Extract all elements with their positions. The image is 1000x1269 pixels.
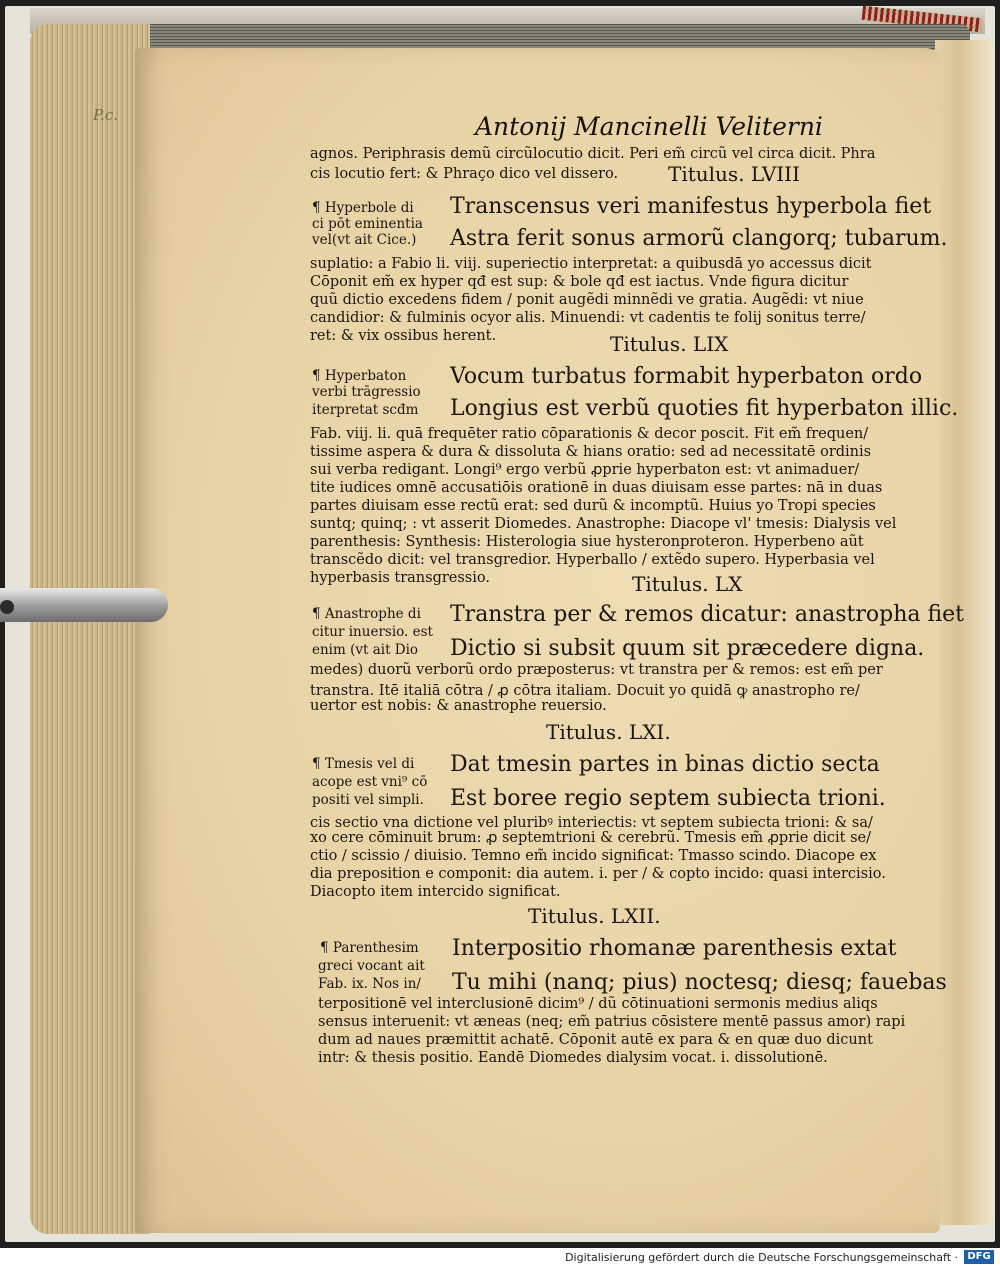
text-line: transtra. Itē italiā cōtra / ꝓ cōtra italiam. Docuit yo quidā ꝙ anastropho re/ [310,683,860,699]
page-holder-tip [0,600,14,614]
page-holder-marker [0,588,168,622]
verse-line: Longius est verbũ quoties fit hyperbaton illic. [450,396,959,421]
text-line: suplatio: a Fabio li. viij. superiectio interpretat: a quibusdā yo accessus dicit [310,256,872,272]
text-line: terpositionē vel interclusionē dicim⁹ / dũ cōtinuationi sermonis medius aliqs [318,996,878,1012]
marginal-note: enim (vt ait Dio [312,642,419,658]
marginal-note: ¶ Hyperbaton [312,368,407,384]
text-line: sui verba redigant. Longi⁹ ergo verbũ ꝓprie hyperbaton est: vt animaduer/ [310,462,860,478]
section-title: Titulus. LX [632,572,743,596]
text-line: tite iudices omnē accusatiōis orationē in duas diuisam esse partes: nā in duas [310,480,883,496]
text-line: hyperbasis transgressio. [310,570,490,586]
dfg-logo: DFG [964,1250,994,1264]
text-line: ret: & vix ossibus herent. [310,328,497,344]
folio-mark: P.c. [93,106,118,124]
marginal-note: vel(vt ait Cice.) [312,232,417,248]
running-head: Antonij Mancinelli Veliterni [475,112,823,141]
text-line: sensus interuenit: vt æneas (neq; em̃ patrius cōsistere mentē passus amor) rapi [318,1014,906,1030]
text-line: Diacopto item intercido significat. [310,884,561,900]
text-line: quũ dictio excedens fidem / ponit augẽdi minnẽdi ve gratia. Augẽdi: vt niue [310,292,864,308]
verse-line: Dat tmesin partes in binas dictio secta [450,752,880,777]
section-title: Titulus. LXI. [546,720,671,744]
page-edges-left [30,24,150,1234]
verse-line: Tu mihi (nanq; pius) noctesq; diesq; fauebas [452,970,947,995]
marginal-note: ¶ Anastrophe di [312,606,421,622]
text-line: xo cere cōminuit brum: ꝓ septemtrioni & cerebrũ. Tmesis em̃ ꝓprie dicit se/ [310,830,871,846]
text-line: cis locutio fert: & Phraço dico vel dissero. [310,166,619,182]
text-line: partes diuisam esse rectũ erat: sed durũ & incomptũ. Huius yo Tropi species [310,498,876,514]
footer-credit: Digitalisierung gefördert durch die Deutsche Forschungsgemeinschaft · [565,1251,958,1264]
verse-line: Vocum turbatus formabit hyperbaton ordo [450,364,923,389]
marginal-note: ¶ Parenthesim [320,940,419,956]
section-title: Titulus. LIX [610,332,729,356]
verse-line: Dictio si subsit quum sit præcedere digna. [450,636,925,661]
marginal-note: Fab. ix. Nos in/ [318,976,421,992]
text-line: cis sectio vna dictione vel pluribꝰ interiectis: vt septem subiecta trioni: & sa/ [310,815,873,831]
marginal-note: positi vel simpli. [312,792,424,808]
marginal-note: iterpretat scđm [312,402,419,418]
marginal-note: greci vocant ait [318,958,425,974]
marginal-note: ¶ Hyperbole di [312,200,414,216]
verse-line: Transtra per & remos dicatur: anastropha fiet [450,602,965,627]
page-edges-right [935,40,993,1225]
text-line: transcẽdo dicit: vel transgredior. Hyperballo / extẽdo supero. Hyperbasia vel [310,552,875,568]
text-line: dum ad naues præmittit achatē. Cōponit autē ex para & en quæ duo dicunt [318,1032,873,1048]
text-line: dia preposition e componit: dia autem. i. per / & copto incido: quasi intercisio. [310,866,886,882]
text-line: agnos. Periphrasis demũ circũlocutio dicit. Peri em̃ circũ vel circa dicit. Phra [310,146,876,162]
marginal-note: ¶ Tmesis vel di [312,756,415,772]
text-line: Cōponit em̃ ex hyper qđ est sup: & bole qđ est iactus. Vnde figura dicitur [310,274,849,290]
marginal-note: ci pōt eminentia [312,216,423,232]
verse-line: Astra ferit sonus armorũ clangorq; tubarum. [450,226,948,251]
text-line: uertor est nobis: & anastrophe reuersio. [310,698,607,714]
marginal-note: verbi trāgressio [312,384,421,400]
marginal-note: acope est vni⁹ cō [312,774,428,790]
text-line: suntq; quinq; : vt asserit Diomedes. Anastrophe: Diacope vl' tmesis: Dialysis vel [310,516,897,532]
verse-line: Est boree regio septem subiecta trioni. [450,786,886,811]
text-line: candidior: & fulminis ocyor alis. Minuendi: vt cadentis te folij sonitus terre/ [310,310,866,326]
section-title: Titulus. LXII. [528,904,661,928]
page-edges-top [70,24,970,50]
marginal-note: citur inuersio. est [312,624,433,640]
text-line: intr: & thesis positio. Eandē Diomedes dialysim vocat. i. dissolutionē. [318,1050,828,1066]
verse-line: Transcensus veri manifestus hyperbola fiet [450,194,932,219]
text-line: Fab. viij. li. quā frequēter ratio cōparationis & decor poscit. Fit em̃ frequen/ [310,426,869,442]
text-line: parenthesis: Synthesis: Histerologia siue hysteronproteron. Hyperbeno aũt [310,534,864,550]
text-line: medes) duorũ verborũ ordo præposterus: vt transtra per & remos: est em̃ per [310,662,883,678]
verse-line: Interpositio rhomanæ parenthesis extat [452,936,897,961]
section-title: Titulus. LVIII [668,162,800,186]
text-line: ctio / scissio / diuisio. Temno em̃ incido significat: Tmasso scindo. Diacope ex [310,848,877,864]
text-line: tissime aspera & dura & dissoluta & hians oratio: sed ad necessitatē ordinis [310,444,872,460]
